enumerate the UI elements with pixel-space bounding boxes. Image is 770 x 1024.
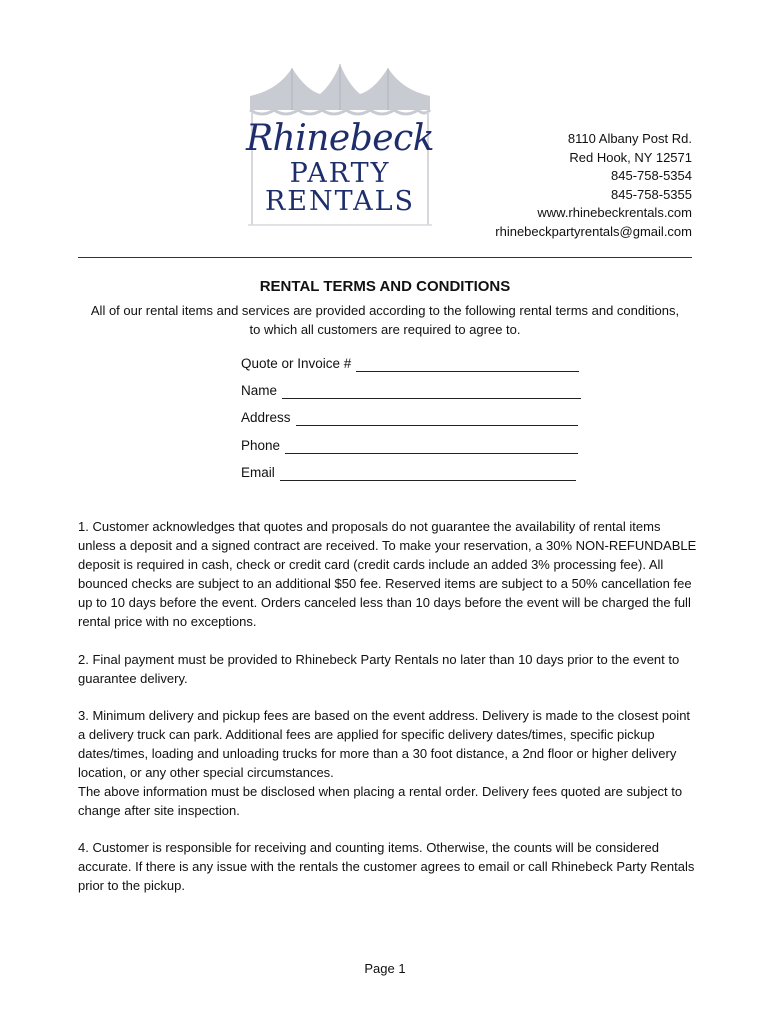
quote-label: Quote or Invoice # (241, 356, 352, 371)
term-2 (78, 650, 698, 688)
address-label: Address (241, 410, 291, 426)
term-3-note: The above information must be disclosed when placing a rental order. Delivery fees quoted are subject to change after site inspection. (78, 784, 683, 818)
name-label: Name (241, 383, 278, 399)
contact-website[interactable]: www.rhinebeckrentals.com (537, 205, 692, 221)
email-label: Email (241, 464, 275, 480)
email-row (241, 465, 581, 492)
quote-field[interactable] (356, 356, 579, 372)
intro-text: All of our rental items and services are provided according to the following rental terms and conditions, to which all customers are required to agree to. (90, 303, 680, 337)
contact-city: Red Hook, NY 12571 (569, 149, 692, 165)
phone-row (241, 438, 581, 465)
phone-field[interactable] (285, 438, 578, 454)
name-row (241, 383, 581, 410)
company-logo (240, 60, 440, 228)
term-1 (78, 517, 698, 631)
phone-label: Phone (241, 437, 281, 453)
logo-text-rentals: RENTALS (264, 186, 416, 217)
email-field[interactable] (280, 465, 576, 481)
term-3 (78, 706, 698, 820)
header-divider (78, 257, 692, 258)
contact-phone-2: 845-758-5355 (611, 186, 692, 202)
page-number: Page 1 (364, 961, 406, 976)
contact-phone-1: 845-758-5354 (611, 168, 692, 184)
logo-text-party: PARTY (289, 158, 391, 189)
quote-row (241, 356, 581, 383)
address-row (241, 410, 581, 437)
term-1-text: 1. Customer acknowledges that quotes and proposals do not guarantee the availability of rental items unless a deposit and a signed contract are received. To make your reservation, a 30% NON-REFUNDABLE deposit is required in cash, check or credit card (credit cards include an added 3% processing fee). All bounced checks are subject to an additional $50 fee. Reserved items are subject to a 50% cancellation fee up to 10 days before the event. Orders canceled less than 10 days before the event will be charged the full rental price with no exceptions. (78, 519, 697, 629)
contact-street: 8110 Albany Post Rd. (567, 131, 692, 146)
term-4-text: 4. Customer is responsible for receiving and counting items. Otherwise, the counts will be considered accurate. If there is any issue with the rentals the customer agrees to email or call Rhinebeck Party Rentals prior to the pickup. (78, 840, 695, 893)
customer-info-form (241, 356, 581, 492)
term-2-text: 2. Final payment must be provided to Rhinebeck Party Rentals no later than 10 days prior to the event to guarantee delivery. (78, 652, 680, 686)
contact-block (495, 130, 692, 242)
logo-text-rhinebeck: Rhinebeck (245, 118, 435, 159)
document-title: RENTAL TERMS AND CONDITIONS (259, 278, 511, 295)
address-field[interactable] (296, 410, 578, 426)
term-3-text: 3. Minimum delivery and pickup fees are based on the event address. Delivery is made to the closest point a delivery truck can park. Additional fees are applied for specific delivery dates/times, specific pickup dates/times, loading and unloading trucks for more than a 30 foot distance, a 2nd floor or higher delivery location, or any other special circumstances. (78, 708, 691, 780)
term-4 (78, 838, 698, 895)
contact-email[interactable]: rhinebeckpartyrentals@gmail.com (495, 223, 692, 239)
name-field[interactable] (282, 383, 581, 399)
